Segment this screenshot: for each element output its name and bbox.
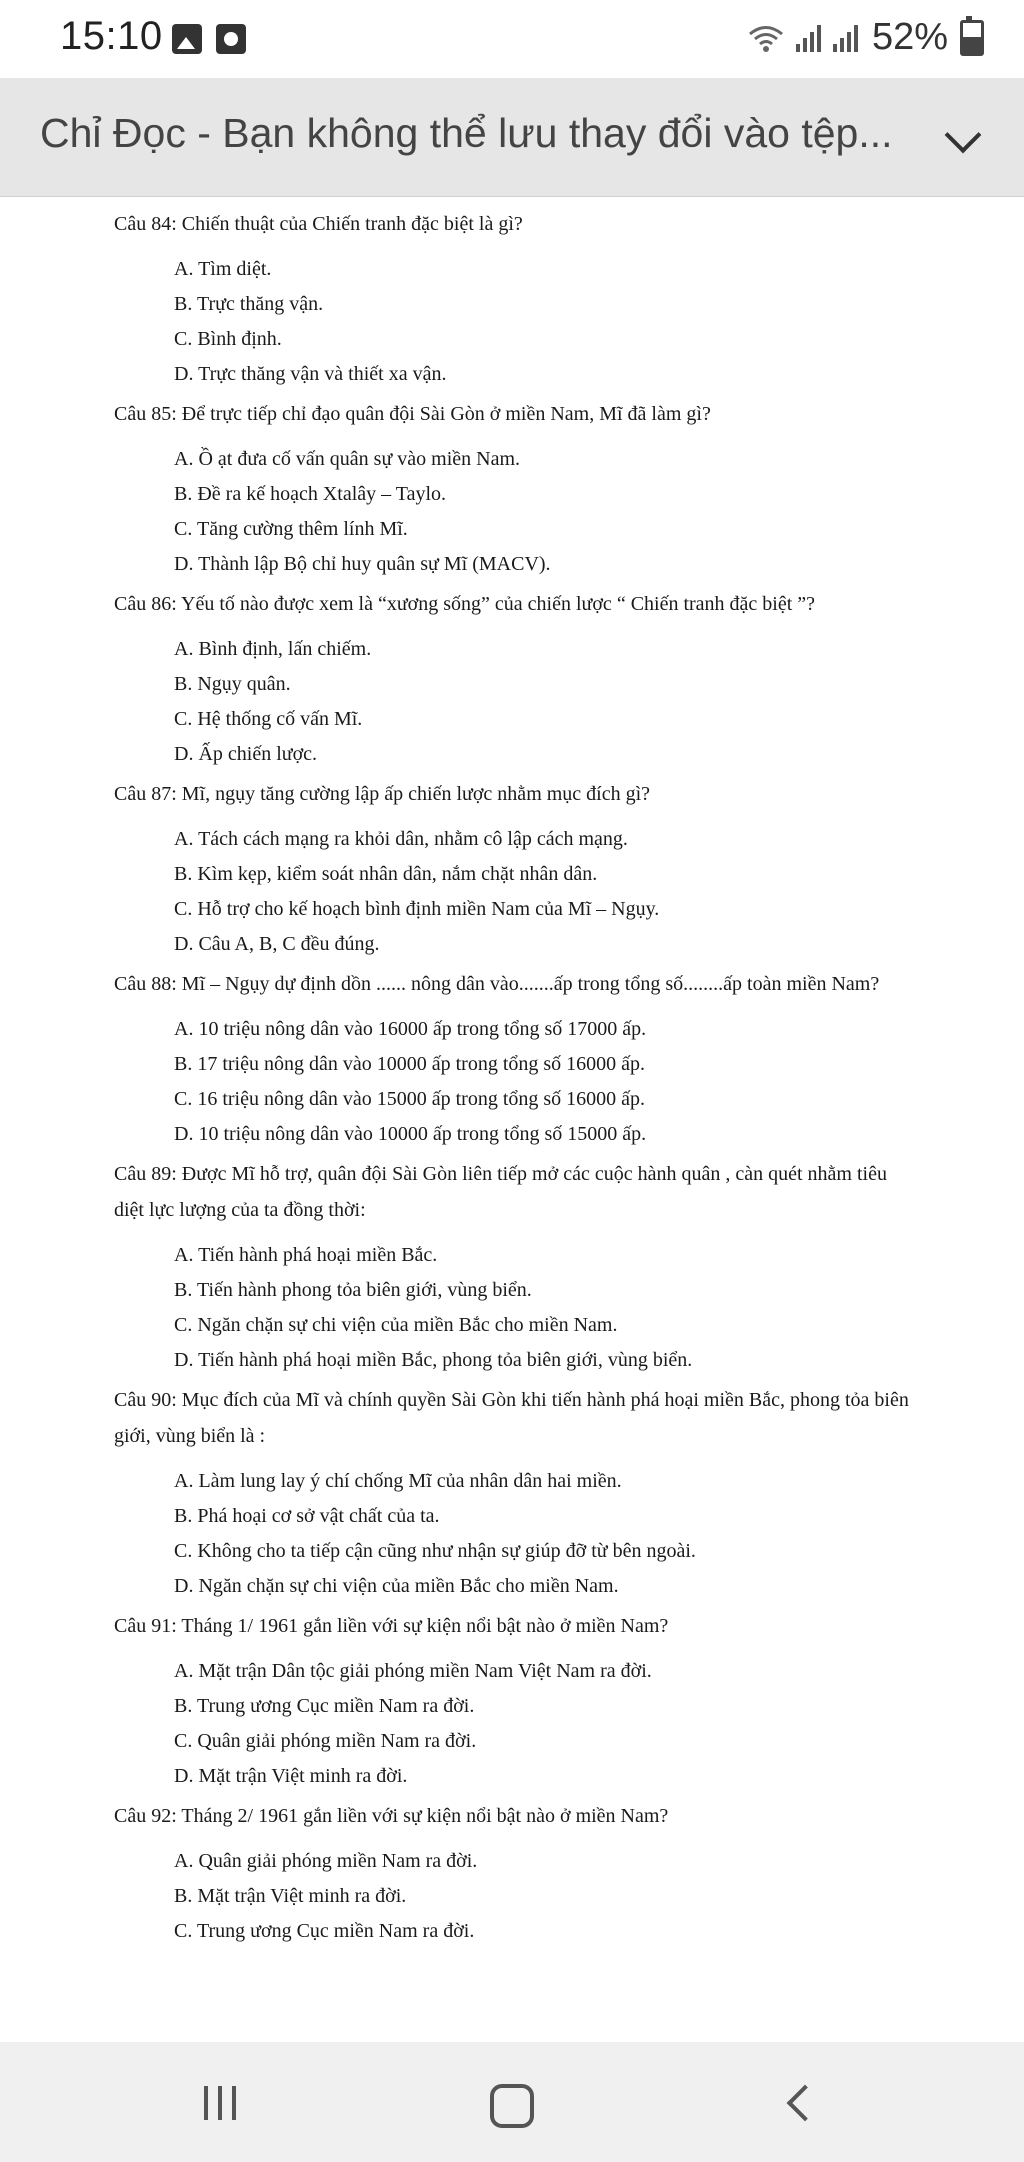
answer-option: B. 17 triệu nông dân vào 10000 ấp trong tổng số 16000 ấp. [174, 1053, 646, 1075]
answer-option: A. Mặt trận Dân tộc giải phóng miền Nam Việt Nam ra đời. [174, 1660, 652, 1682]
status-notification-icons [172, 24, 246, 54]
home-icon[interactable] [490, 2084, 534, 2128]
status-time: 15:10 [60, 14, 163, 58]
question-block [114, 586, 1024, 772]
back-icon[interactable] [787, 2085, 824, 2122]
status-bar [0, 0, 1024, 78]
question-block [114, 776, 1024, 962]
question-text: Câu 85: Để trực tiếp chỉ đạo quân đội Sài Gòn ở miền Nam, Mĩ đã làm gì? [114, 403, 711, 425]
answer-option: A. Tách cách mạng ra khỏi dân, nhằm cô lập cách mạng. [174, 828, 628, 850]
question-block [114, 206, 1024, 392]
answer-option: A. Bình định, lấn chiếm. [174, 638, 372, 660]
answer-option: A. Ồ ạt đưa cố vấn quân sự vào miền Nam. [174, 448, 521, 470]
screen-record-icon [216, 24, 246, 54]
answer-option: A. 10 triệu nông dân vào 16000 ấp trong tổng số 17000 ấp. [174, 1018, 647, 1040]
answer-options [114, 442, 1024, 582]
answer-options [114, 252, 1024, 392]
document-viewer[interactable] [0, 196, 1024, 2042]
question-text: Câu 92: Tháng 2/ 1961 gắn liền với sự kiện nổi bật nào ở miền Nam? [114, 1805, 669, 1827]
answer-option: D. Tiến hành phá hoại miền Bắc, phong tỏa biên giới, vùng biển. [174, 1349, 693, 1371]
question-text: Câu 89: Được Mĩ hỗ trợ, quân đội Sài Gòn liên tiếp mở các cuộc hành quân , càn quét nhằm tiêu diệt lực lượng của ta đồng thời: [114, 1163, 887, 1221]
question-text: Câu 90: Mục đích của Mĩ và chính quyền Sài Gòn khi tiến hành phá hoại miền Bắc, phong tỏa biên giới, vùng biển là : [114, 1389, 909, 1447]
document-page [0, 196, 1024, 1949]
answer-options [114, 632, 1024, 772]
signal-icon [833, 24, 858, 52]
answer-option: B. Trực thăng vận. [174, 293, 324, 315]
answer-options [114, 1654, 1024, 1794]
answer-option: B. Tiến hành phong tỏa biên giới, vùng biển. [174, 1279, 532, 1301]
answer-option: C. Bình định. [174, 328, 282, 350]
battery-icon [960, 20, 984, 56]
question-block [114, 1798, 1024, 1949]
answer-option: D. Mặt trận Việt minh ra đời. [174, 1765, 408, 1787]
status-indicators [748, 16, 984, 59]
answer-options [114, 1012, 1024, 1152]
gallery-icon [172, 24, 202, 54]
read-only-banner[interactable] [0, 78, 1024, 197]
answer-option: C. Hỗ trợ cho kế hoạch bình định miền Nam của Mĩ – Ngụy. [174, 898, 660, 920]
question-block [114, 1608, 1024, 1794]
chevron-down-icon[interactable] [945, 117, 982, 154]
question-block [114, 396, 1024, 582]
navigation-bar [0, 2042, 1024, 2162]
recents-icon[interactable] [204, 2086, 236, 2120]
question-block [114, 966, 1024, 1152]
answer-option: C. Tăng cường thêm lính Mĩ. [174, 518, 408, 540]
question-block [114, 1156, 1024, 1378]
question-text: Câu 91: Tháng 1/ 1961 gắn liền với sự kiện nổi bật nào ở miền Nam? [114, 1615, 669, 1637]
question-text: Câu 86: Yếu tố nào được xem là “xương sống” của chiến lược “ Chiến tranh đặc biệt ”? [114, 593, 816, 615]
answer-option: B. Kìm kẹp, kiểm soát nhân dân, nắm chặt nhân dân. [174, 863, 598, 885]
answer-option: D. Trực thăng vận và thiết xa vận. [174, 363, 447, 385]
question-block [114, 1382, 1024, 1604]
answer-option: D. Ấp chiến lược. [174, 743, 318, 765]
signal-icon [796, 24, 821, 52]
answer-option: A. Tiến hành phá hoại miền Bắc. [174, 1244, 438, 1266]
answer-option: A. Quân giải phóng miền Nam ra đời. [174, 1850, 478, 1872]
question-text: Câu 88: Mĩ – Ngụy dự định dồn ...... nông dân vào.......ấp trong tổng số........ấp toàn miền Nam? [114, 973, 880, 995]
answer-option: A. Tìm diệt. [174, 258, 272, 280]
answer-option: A. Làm lung lay ý chí chống Mĩ của nhân dân hai miền. [174, 1470, 622, 1492]
answer-options [114, 1844, 1024, 1949]
answer-option: D. Ngăn chặn sự chi viện của miền Bắc cho miền Nam. [174, 1575, 619, 1597]
answer-option: C. Ngăn chặn sự chi viện của miền Bắc cho miền Nam. [174, 1314, 618, 1336]
answer-option: B. Ngụy quân. [174, 673, 291, 695]
answer-option: C. 16 triệu nông dân vào 15000 ấp trong tổng số 16000 ấp. [174, 1088, 646, 1110]
answer-options [114, 1464, 1024, 1604]
read-only-banner-title: Chỉ Đọc - Bạn không thể lưu thay đổi vào tệp... [40, 110, 893, 156]
answer-option: B. Phá hoại cơ sở vật chất của ta. [174, 1505, 440, 1527]
answer-option: C. Quân giải phóng miền Nam ra đời. [174, 1730, 477, 1752]
answer-options [114, 822, 1024, 962]
answer-option: B. Trung ương Cục miền Nam ra đời. [174, 1695, 475, 1717]
answer-option: B. Đề ra kế hoạch Xtalây – Taylo. [174, 483, 447, 505]
answer-option: C. Không cho ta tiếp cận cũng như nhận sự giúp đỡ từ bên ngoài. [174, 1540, 696, 1562]
answer-options [114, 1238, 1024, 1378]
question-text: Câu 87: Mĩ, ngụy tăng cường lập ấp chiến lược nhằm mục đích gì? [114, 783, 651, 805]
answer-option: B. Mặt trận Việt minh ra đời. [174, 1885, 407, 1907]
answer-option: D. 10 triệu nông dân vào 10000 ấp trong tổng số 15000 ấp. [174, 1123, 647, 1145]
answer-option: C. Trung ương Cục miền Nam ra đời. [174, 1920, 475, 1942]
question-text: Câu 84: Chiến thuật của Chiến tranh đặc biệt là gì? [114, 213, 523, 235]
battery-percentage: 52% [871, 16, 948, 58]
answer-option: D. Câu A, B, C đều đúng. [174, 933, 380, 955]
answer-option: D. Thành lập Bộ chỉ huy quân sự Mĩ (MACV). [174, 553, 551, 575]
wifi-icon [748, 23, 784, 53]
answer-option: C. Hệ thống cố vấn Mĩ. [174, 708, 363, 730]
